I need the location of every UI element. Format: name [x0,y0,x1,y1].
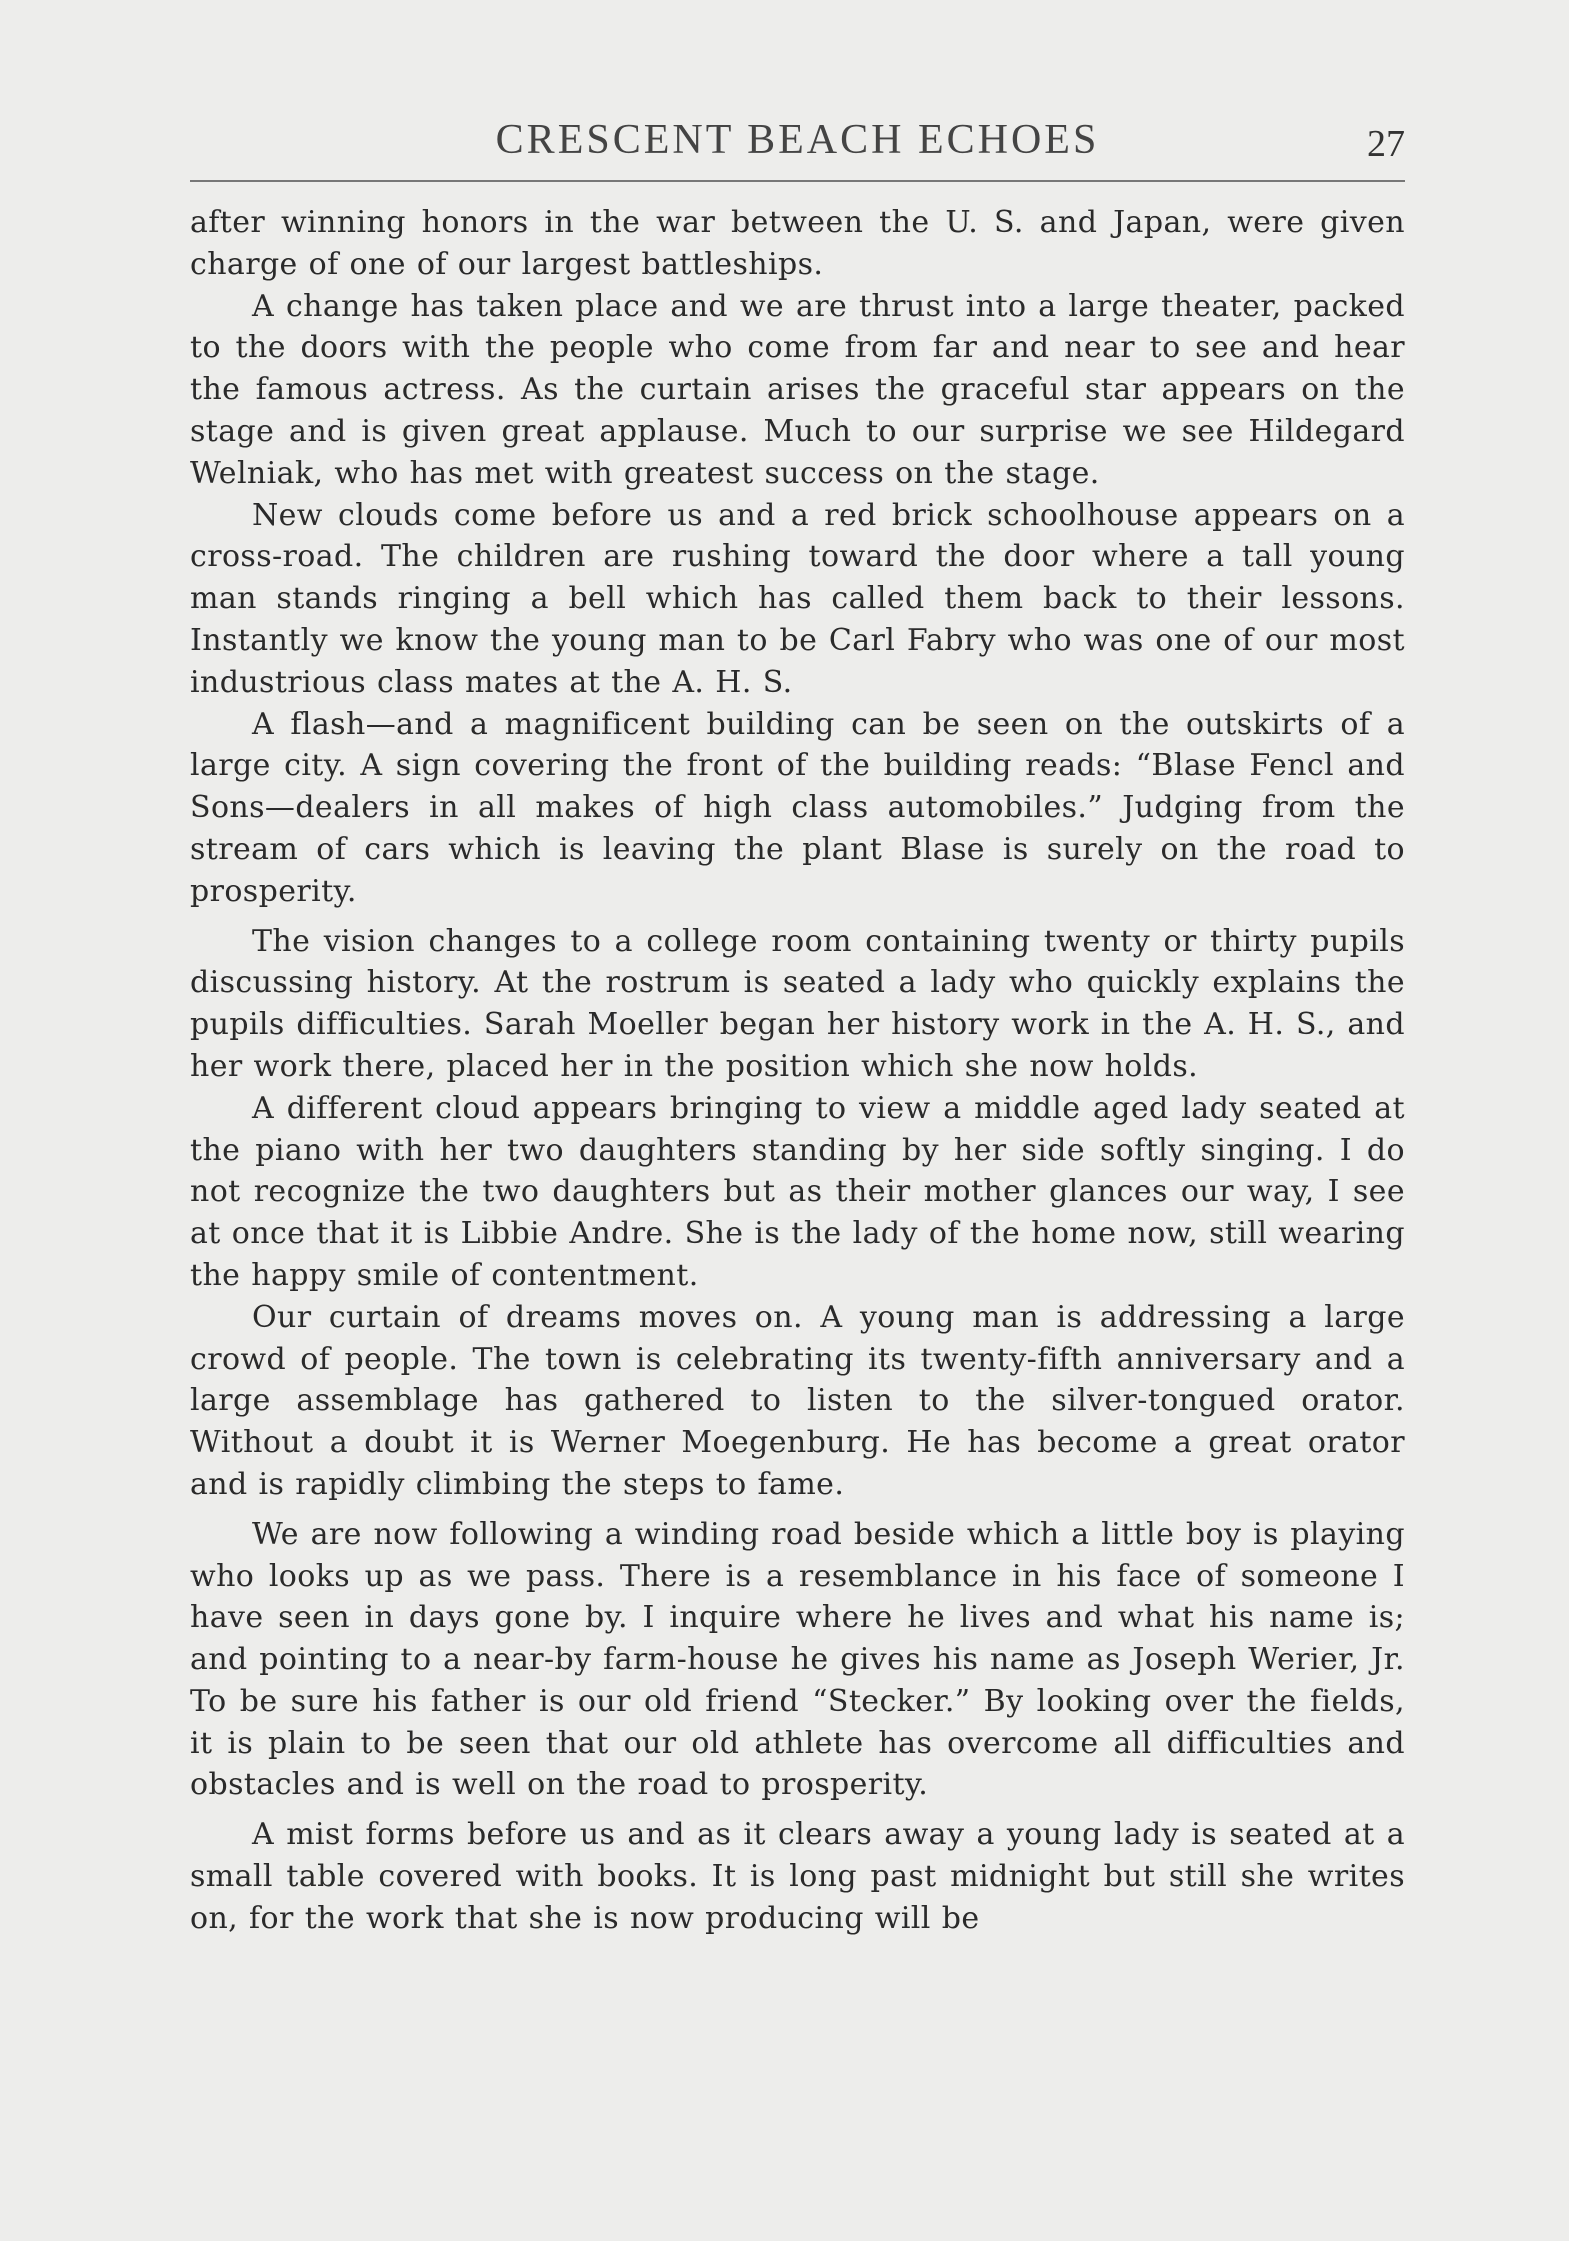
running-title: CRESCENT BEACH ECHOES [495,117,1100,163]
paragraph: A flash—and a magnificent building can be seen on the outskirts of a large city. A sign covering the front of the building reads: “Blase Fencl and Sons—dealers in all makes of high class automobiles.” Judging from the stream of cars which is leaving the plant Blase is surely on the road to prosperity. [190,706,1405,909]
paragraph: after winning honors in the war between the U. S. and Japan, were given charge of one of our largest battleships. [190,205,1405,282]
page-header [190,108,1405,168]
paragraph: A change has taken place and we are thrust into a large theater, packed to the doors with the people who come from far and near to see and hear the famous actress. As the curtain arises the graceful star appears on the stage and is given great applause. Much to our surprise we see Hildegard Welniak, who has met with greatest success on the stage. [190,288,1405,491]
body-text [190,202,1405,1940]
header-rule [190,180,1405,182]
page-number: 27 [1367,123,1405,165]
paragraph: We are now following a winding road beside which a little boy is playing who looks up as we pass. There is a resemblance in his face of someone I have seen in days gone by. I inquire where he lives and what his name is; and pointing to a near-by farm-house he gives his name as Joseph Werier, Jr. To be sure his father is our old friend “Stecker.” By looking over the fields, it is plain to be seen that our old athlete has overcome all difficulties and obstacles and is well on the road to prosperity. [190,1516,1405,1803]
paragraph: The vision changes to a college room containing twenty or thirty pupils discussing history. At the rostrum is seated a lady who quickly explains the pupils difficulties. Sarah Moeller began her history work in the A. H. S., and her work there, placed her in the position which she now holds. [190,923,1405,1084]
paragraph: Our curtain of dreams moves on. A young man is addressing a large crowd of people. The town is celebrating its twenty-fifth anniversary and a large assemblage has gathered to listen to the silver-tongued orator. Without a doubt it is Werner Moegenburg. He has become a great orator and is rapidly climbing the steps to fame. [190,1299,1405,1502]
paragraph: A mist forms before us and as it clears away a young lady is seated at a small table covered with books. It is long past midnight but still she writes on, for the work that she is now producing will be [190,1817,1405,1936]
paragraph: New clouds come before us and a red brick schoolhouse appears on a cross-road. The children are rushing toward the door where a tall young man stands ringing a bell which has called them back to their lessons. Instantly we know the young man to be Carl Fabry who was one of our most industrious class mates at the A. H. S. [190,497,1405,700]
paragraph: A different cloud appears bringing to view a middle aged lady seated at the piano with her two daughters standing by her side softly singing. I do not recognize the two daughters but as their mother glances our way, I see at once that it is Libbie Andre. She is the lady of the home now, still wearing the happy smile of contentment. [190,1090,1405,1293]
